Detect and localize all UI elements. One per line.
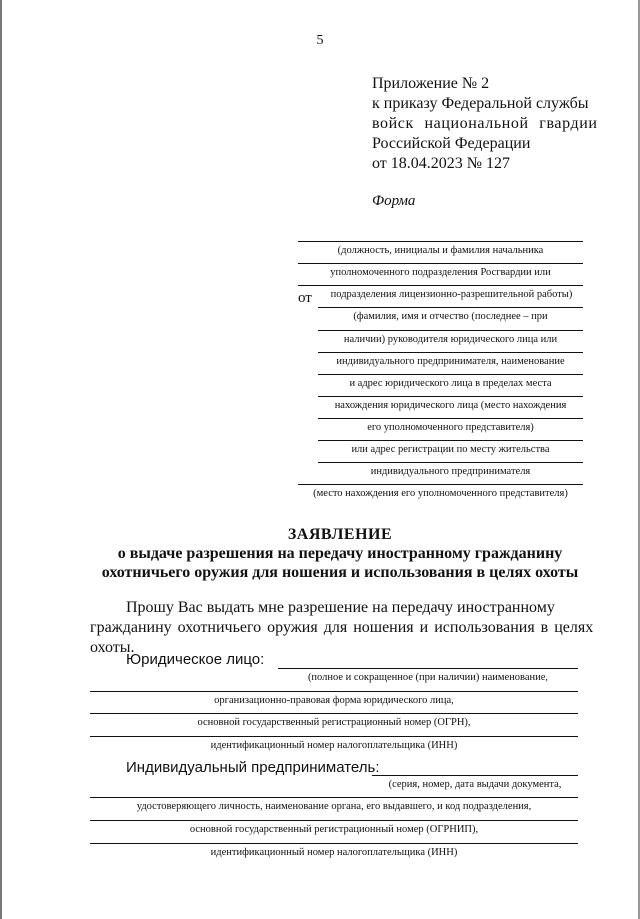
addressee-line [318,462,583,463]
header-line-5: от 18.04.2023 № 127 [372,155,511,172]
legal-entity-line [90,736,578,737]
addressee-caption: и адрес юридического лица в пределах места [349,378,552,389]
header-line-4: Российской Федерации [372,135,531,152]
addressee-caption: подразделения лицензионно-разрешительной работы) [330,289,573,300]
addressee-caption: или адрес регистрации по месту жительства [351,444,550,455]
addressee-line [318,307,583,308]
addressee-caption: индивидуального предпринимателя [370,466,531,477]
request-text-line-2: гражданину охотничьего оружия для ношения и использования в целях [90,619,594,636]
ot-label: от [298,290,312,306]
individual-entrepreneur-label: Индивидуальный предприниматель: [126,759,380,776]
legal-entity-line [278,668,578,669]
addressee-line [318,352,583,353]
addressee-line [298,484,583,485]
document-title: ЗАЯВЛЕНИЕ [287,526,393,543]
individual-line [90,820,578,821]
document-subtitle-line-2: охотничьего оружия для ношения и использования в целях охоты [101,564,579,581]
legal-entity-line [90,691,578,692]
scan-edge-left [0,0,2,919]
legal-entity-caption: основной государственный регистрационный номер (ОГРН), [197,717,471,728]
addressee-line [318,374,583,375]
legal-entity-caption: организационно-правовая форма юридического лица, [214,695,454,706]
individual-line [90,843,578,844]
legal-entity-label: Юридическое лицо: [126,651,265,668]
individual-line [372,775,578,776]
addressee-caption: уполномоченного подразделения Росгвардии или [330,267,551,278]
addressee-caption: (место нахождения его уполномоченного представителя) [313,488,568,499]
header-line-1: Приложение № 2 [372,75,490,92]
header-line-2: к приказу Федеральной службы [372,95,589,112]
addressee-line [318,418,583,419]
addressee-caption: наличии) руководителя юридического лица или [343,334,558,345]
individual-caption: (серия, номер, дата выдачи документа, [388,779,562,790]
legal-entity-caption: идентификационный номер налогоплательщика (ИНН) [210,740,458,751]
addressee-line [298,285,583,286]
addressee-caption: (фамилия, имя и отчество (последнее – при [353,311,548,322]
addressee-caption: его уполномоченного представителя) [367,422,534,433]
request-text-line-1: Прошу Вас выдать мне разрешение на передачу иностранному [126,599,555,616]
form-label: Форма [372,193,416,209]
individual-caption: удостоверяющего личность, наименование органа, его выдавшего, и код подразделения, [136,801,532,812]
individual-caption: идентификационный номер налогоплательщика (ИНН) [210,847,458,858]
addressee-caption: индивидуального предпринимателя, наименование [336,356,565,367]
addressee-caption: (должность, инициалы и фамилия начальника [337,245,544,256]
addressee-line [318,330,583,331]
legal-entity-caption: (полное и сокращенное (при наличии) наименование, [307,672,549,683]
document-subtitle-line-1: о выдаче разрешения на передачу иностранному гражданину [117,545,563,562]
addressee-line [298,263,583,264]
page-number: 5 [316,33,324,48]
addressee-line [318,440,583,441]
individual-caption: основной государственный регистрационный номер (ОГРНИП), [189,824,479,835]
header-line-3: войск национальной гвардии [372,115,598,132]
addressee-line [298,241,583,242]
legal-entity-line [90,713,578,714]
addressee-line [318,396,583,397]
individual-line [90,797,578,798]
addressee-caption: нахождения юридического лица (место нахождения [334,400,567,411]
request-text-line-3: охоты. [90,639,135,656]
